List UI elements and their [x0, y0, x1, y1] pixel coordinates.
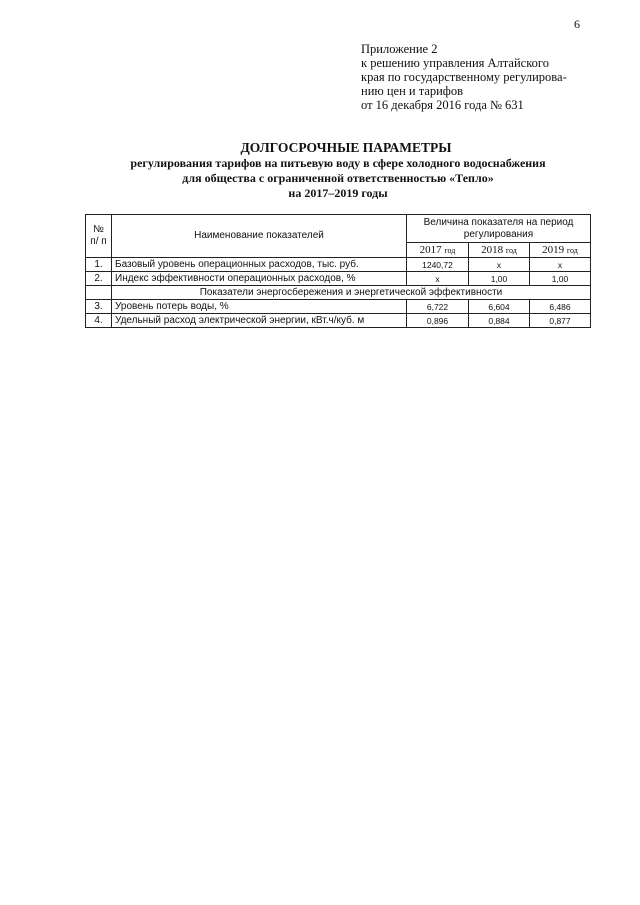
- year-cell-2019: 2019 год: [530, 243, 591, 258]
- row-value-2018: 1,00: [469, 272, 530, 286]
- row-value-2018: 6,604: [469, 300, 530, 314]
- table-header-row: [86, 215, 591, 243]
- row-value-2017: 6,722: [407, 300, 469, 314]
- table-row: [86, 300, 591, 314]
- appendix-line: Приложение 2: [361, 42, 438, 56]
- header-value-cell: Величина показателя на период регулирования: [407, 215, 591, 243]
- row-name: Базовый уровень операционных расходов, тыс. руб.: [112, 258, 407, 272]
- row-value-2019: 0,877: [530, 314, 591, 328]
- table-row: [86, 272, 591, 286]
- document-title: [0, 140, 640, 201]
- year-cell-2018: 2018 год: [469, 243, 530, 258]
- title-line: регулирования тарифов на питьевую воду в сфере холодного водоснабжения: [130, 156, 546, 170]
- row-number: 3.: [86, 300, 112, 314]
- row-value-2017: х: [407, 272, 469, 286]
- row-value-2017: 1240,72: [407, 258, 469, 272]
- table-row: [86, 258, 591, 272]
- row-value-2017: 0,896: [407, 314, 469, 328]
- row-value-2018: х: [469, 258, 530, 272]
- row-name: Уровень потерь воды, %: [112, 300, 407, 314]
- row-name: Удельный расход электрической энергии, кВт.ч/куб. м: [112, 314, 407, 328]
- parameters-table: [85, 214, 591, 328]
- appendix-header: [361, 42, 611, 112]
- title-line: для общества с ограниченной ответственностью «Тепло»: [182, 171, 494, 185]
- table-section-row: [86, 286, 591, 300]
- header-name-cell: Наименование показателей: [112, 215, 407, 258]
- appendix-line: нию цен и тарифов: [361, 84, 464, 98]
- header-number-cell: № п/ п: [86, 215, 112, 258]
- row-value-2019: 1,00: [530, 272, 591, 286]
- row-number: 2.: [86, 272, 112, 286]
- section-label: Показатели энергосбережения и энергетической эффективности: [112, 286, 591, 300]
- appendix-line: края по государственному регулирова-: [361, 70, 567, 84]
- table-row: [86, 314, 591, 328]
- appendix-line: к решению управления Алтайского: [361, 56, 549, 70]
- appendix-line: от 16 декабря 2016 года № 631: [361, 98, 524, 112]
- section-empty-cell: [86, 286, 112, 300]
- year-cell-2017: 2017 год: [407, 243, 469, 258]
- title-line: ДОЛГОСРОЧНЫЕ ПАРАМЕТРЫ: [240, 140, 452, 155]
- row-name: Индекс эффективности операционных расходов, %: [112, 272, 407, 286]
- page-number: 6: [574, 17, 580, 31]
- row-value-2019: х: [530, 258, 591, 272]
- row-number: 4.: [86, 314, 112, 328]
- row-value-2018: 0,884: [469, 314, 530, 328]
- title-line: на 2017–2019 годы: [288, 186, 388, 200]
- row-value-2019: 6,486: [530, 300, 591, 314]
- row-number: 1.: [86, 258, 112, 272]
